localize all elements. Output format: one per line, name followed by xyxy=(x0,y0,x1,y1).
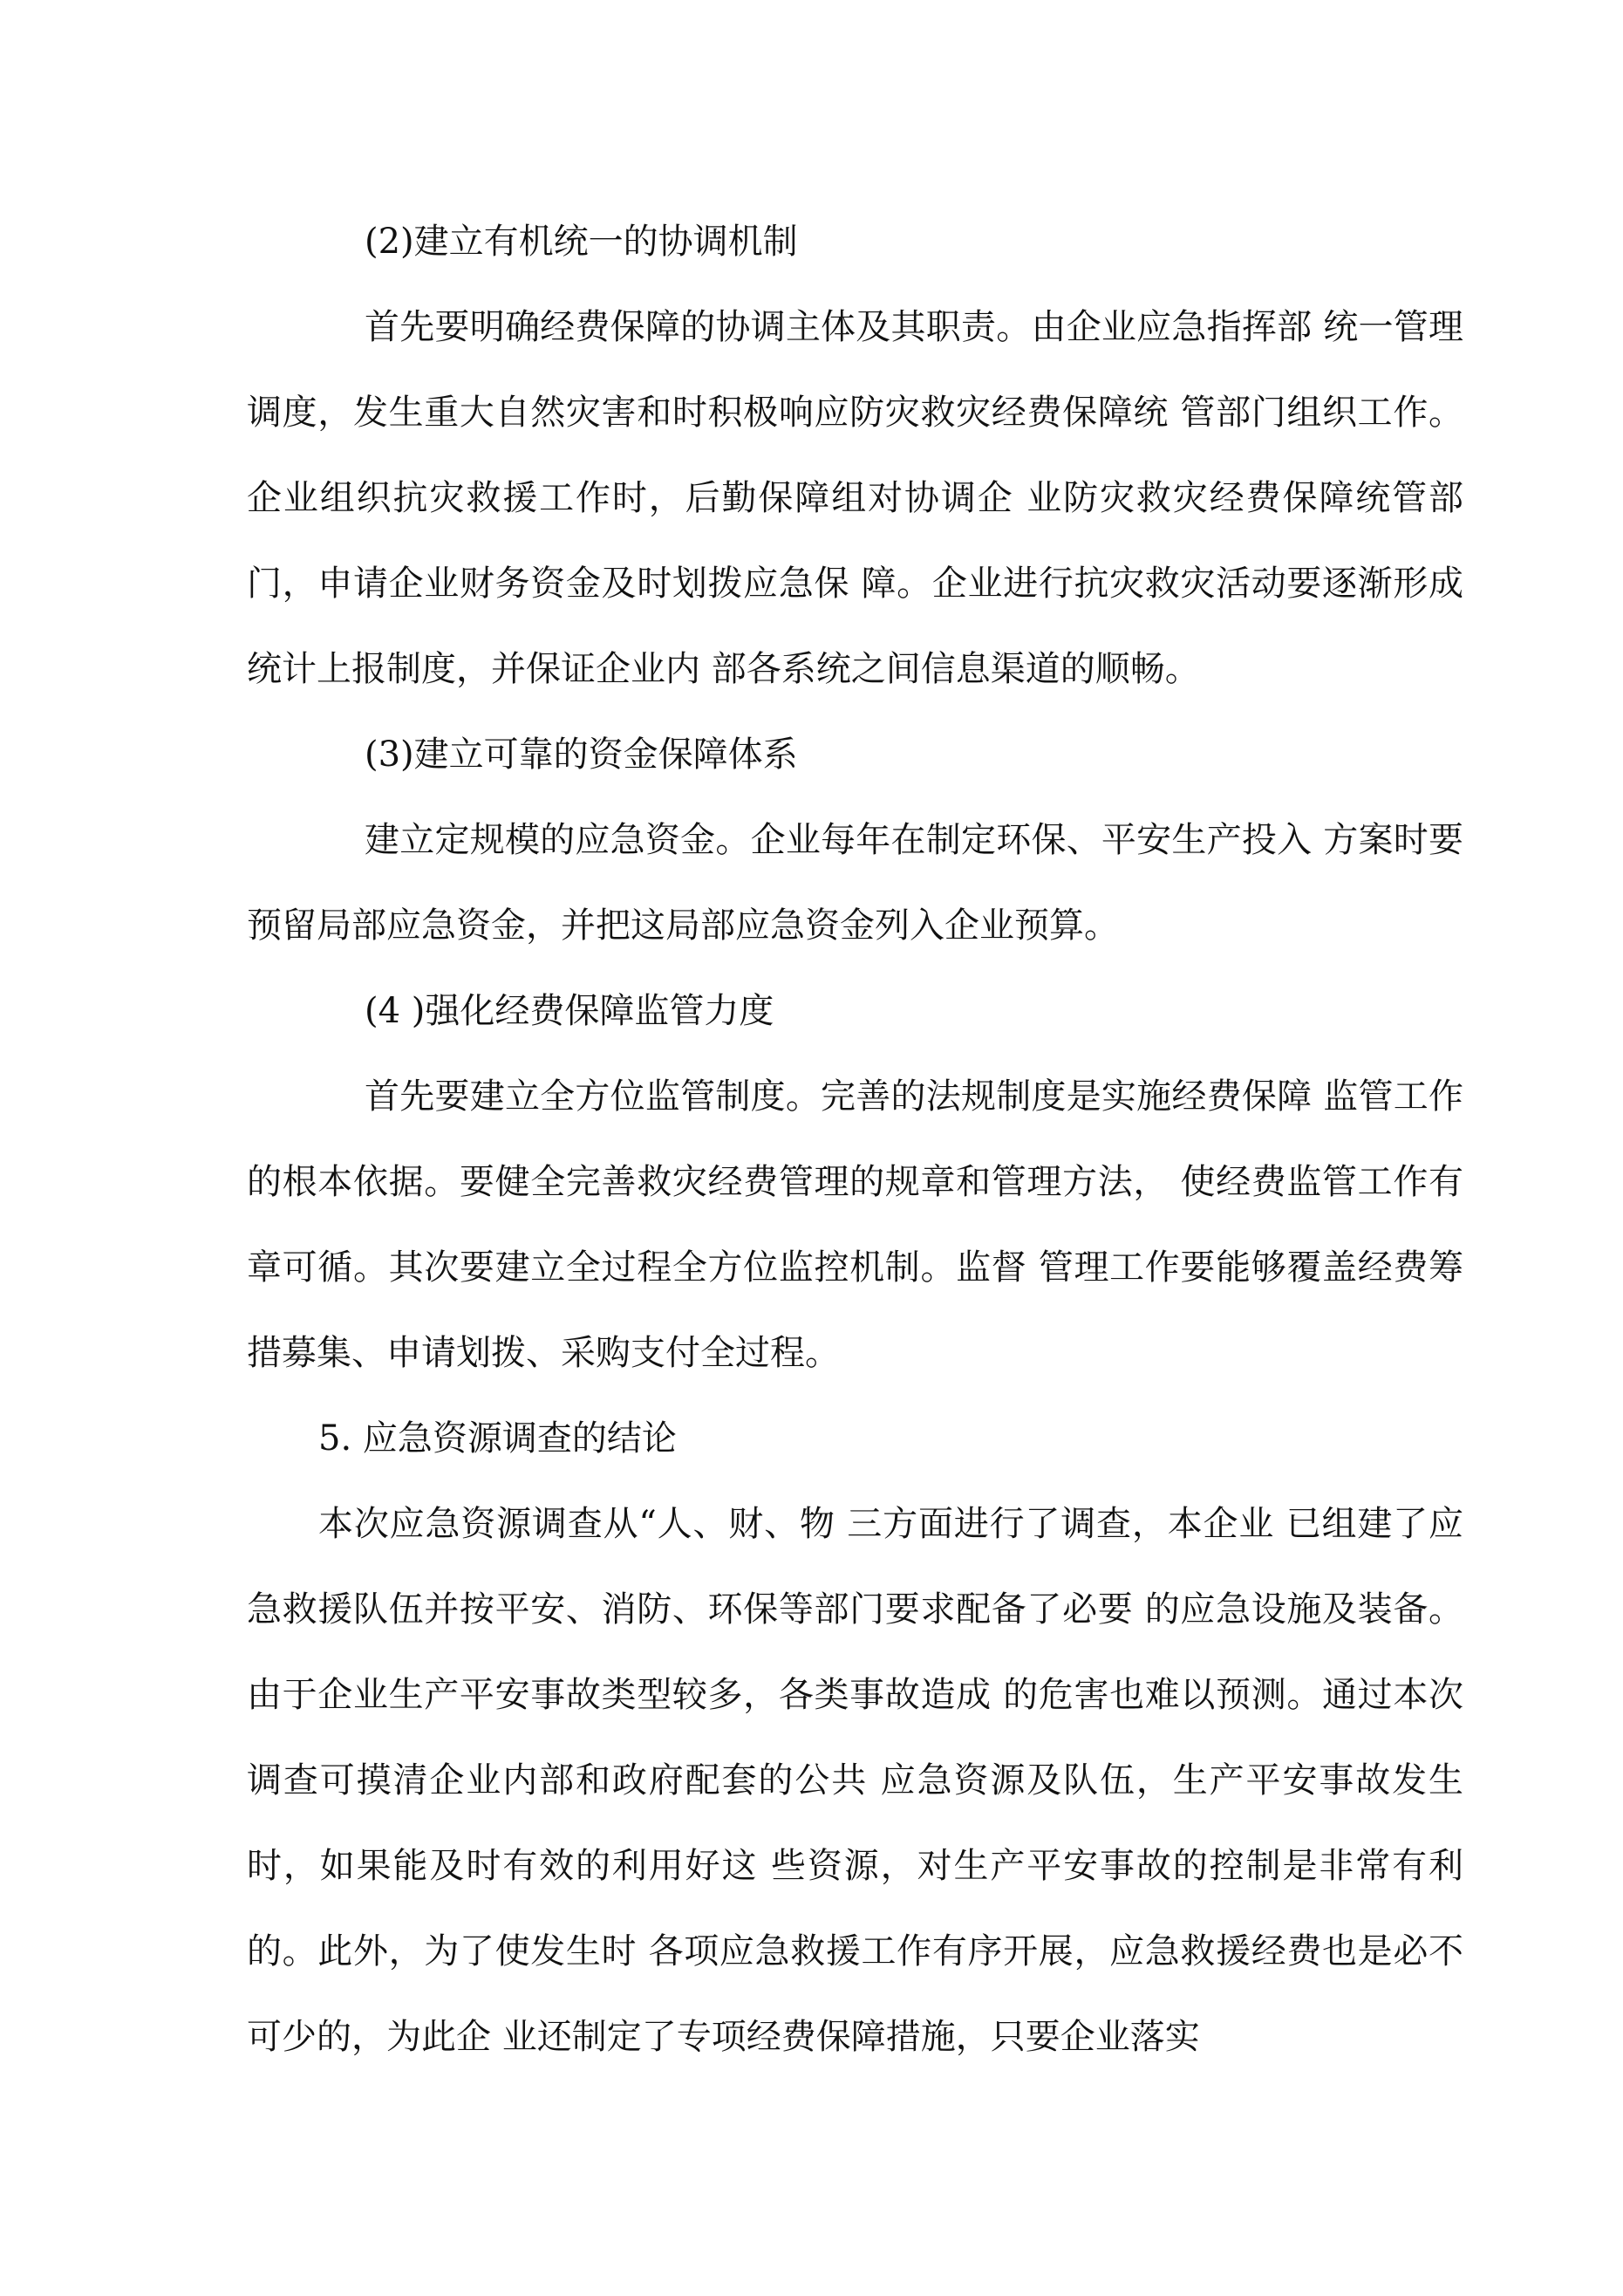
heading-supervision: (4 )强化经费保障监管力度 xyxy=(365,991,774,1031)
paragraph-supervision: 首先要建立全方位监管制度。完善的法规制度是实施经费保障 监管工作的根本依据。要健全完善救灾经费管理的规章和管理方法， 使经费监管工作有章可循。其次要建立全过程全方位监控机制。监督 管理工作要能够覆盖经费筹措募集、申请划拨、采购支付全过程。 xyxy=(247,1076,1463,1373)
paragraph-funding: 建立定规模的应急资金。企业每年在制定环保、平安生产投入 方案时要预留局部应急资金，并把这局部应急资金列入企业预算。 xyxy=(247,820,1463,946)
paragraph-conclusion: 本次应急资源调查从“人、财、物 三方面进行了调查，本企业 已组建了应急救援队伍并按平安、消防、环保等部门要求配备了必要 的应急设施及装备。由于企业生产平安事故类型较多，各类事故造成 的危害也难以预测。通过本次调查可摸清企业内部和政府配套的公共 应急资源及队伍，生产平安事故发生时，如果能及时有效的利用好这 些资源，对生产平安事故的控制是非常有利的。此外，为了使发生时 各项应急救援工作有序开展，应急救援经费也是必不可少的，为此企 业还制定了专项经费保障措施，只要企业落实 xyxy=(247,1504,1463,2057)
heading-coordination-mechanism: (2)建立有机统一的协调机制 xyxy=(365,222,798,262)
document-body xyxy=(247,199,1463,2080)
heading-funding-system: (3)建立可靠的资金保障体系 xyxy=(365,735,798,775)
section-heading-conclusion: 5. 应急资源调查的结论 xyxy=(318,1418,677,1459)
paragraph-coordination: 首先要明确经费保障的协调主体及其职责。由企业应急指挥部 统一管理调度，发生重大自然灾害和时积极响应防灾救灾经费保障统 管部门组织工作。企业组织抗灾救援工作时，后勤保障组对协调企 业防灾救灾经费保障统管部门，申请企业财务资金及时划拨应急保 障。企业进行抗灾救灾活动要逐渐形成统计上报制度，并保证企业内 部各系统之间信息渠道的顺畅。 xyxy=(247,307,1463,689)
